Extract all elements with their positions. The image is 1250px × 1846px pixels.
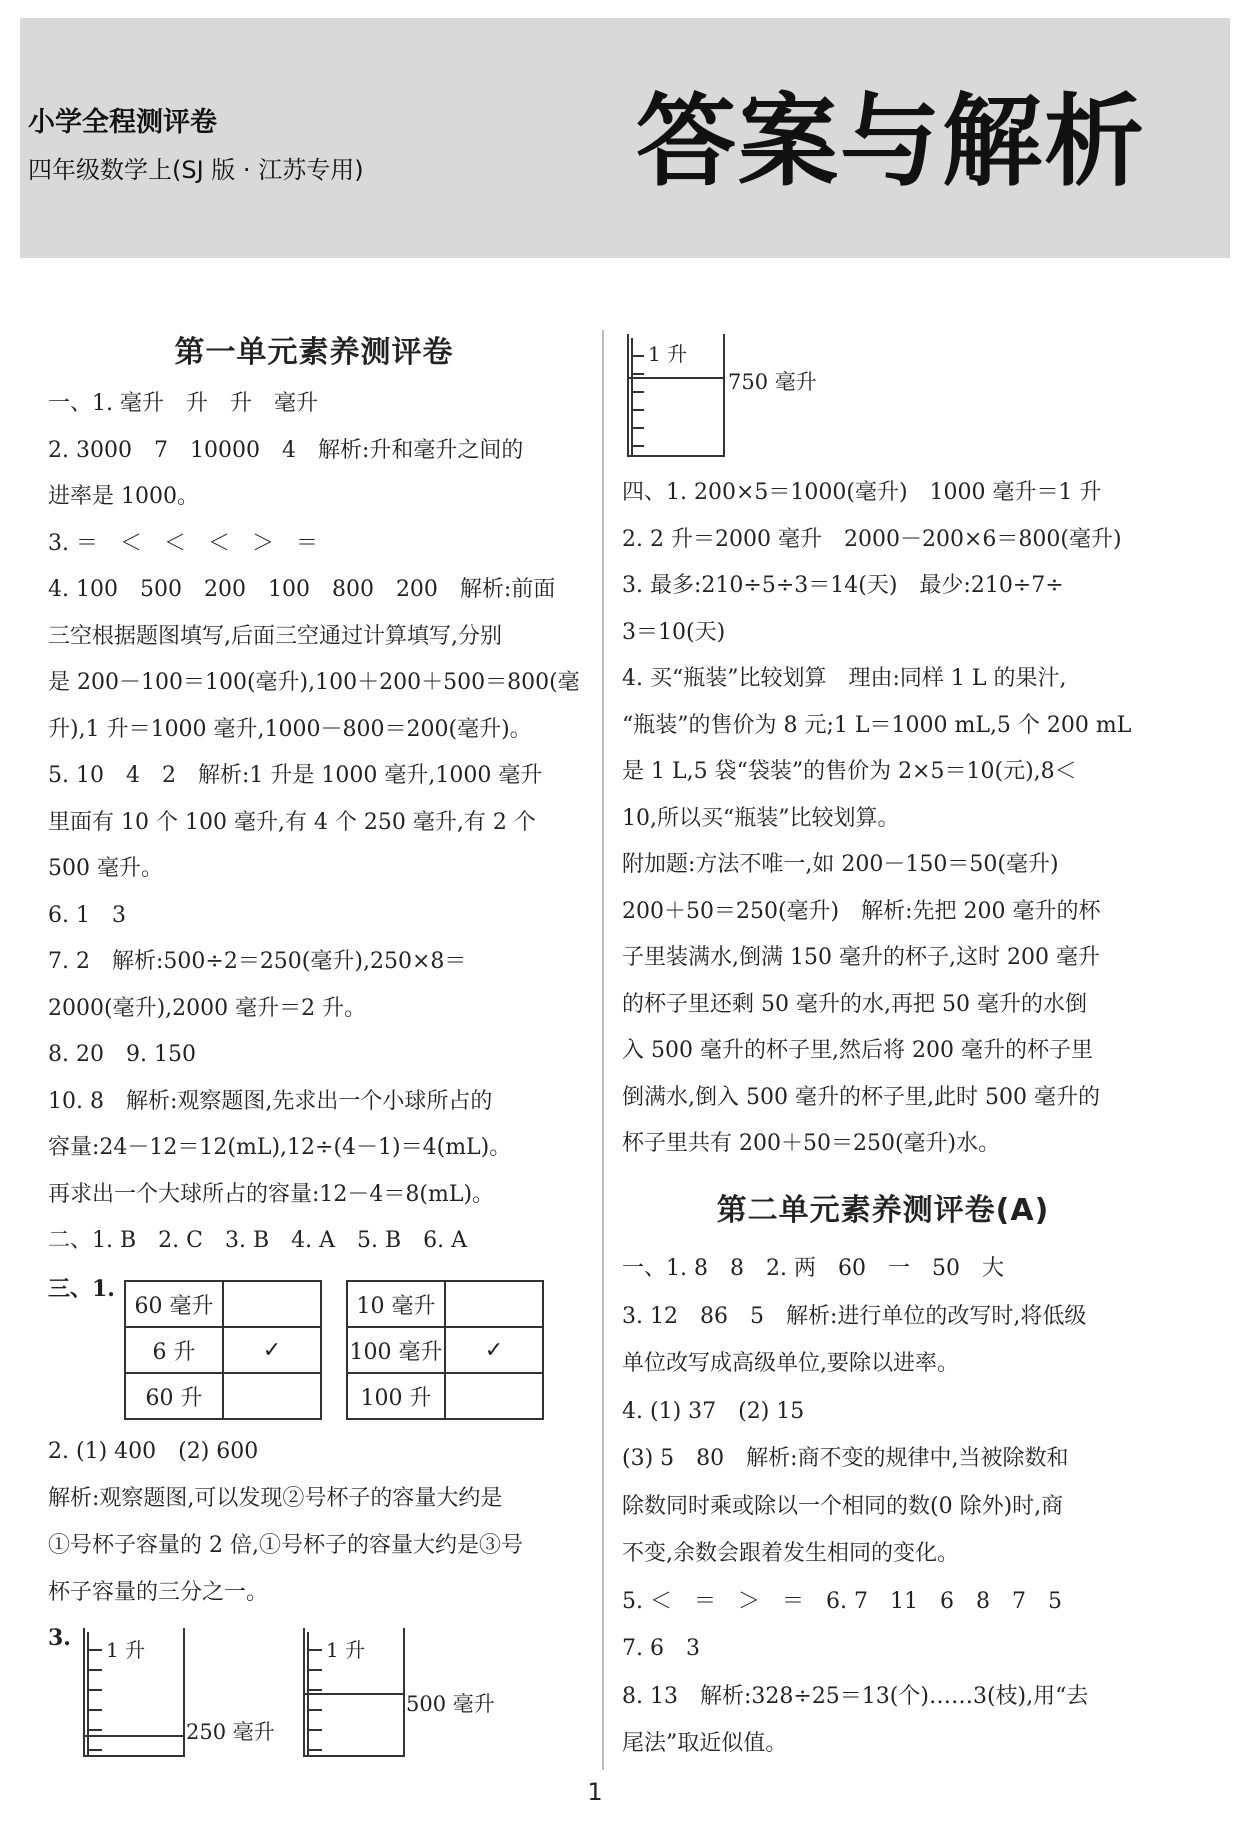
check-mark: ✓: [445, 1327, 543, 1373]
beaker-level-label: 500 毫升: [406, 1692, 495, 1716]
answer-line: 4. 100 500 200 100 800 200 解析:前面: [48, 577, 556, 602]
answer-line: 6. 1 3: [48, 902, 126, 928]
beaker-level-label: 250 毫升: [186, 1720, 275, 1744]
answer-line: 8. 20 9. 150: [48, 1042, 196, 1067]
answer-line: 是 200－100＝100(毫升),100＋200＋500＝800(毫: [48, 670, 580, 695]
page-number: 1: [587, 1778, 603, 1806]
answer-line: 子里装满水,倒满 150 毫升的杯子,这时 200 毫升: [622, 945, 1100, 970]
beaker-top-label: 1 升: [106, 1638, 146, 1662]
answer-line: 3. 12 86 5 解析:进行单位的改写时,将低级: [622, 1303, 1087, 1329]
table-cell: [445, 1281, 543, 1327]
answer-line: 杯子容量的三分之一。: [48, 1580, 269, 1605]
answer-line: 4. 买“瓶装”比较划算 理由:同样 1 L 的果汁,: [622, 666, 1067, 691]
answer-table-1: [124, 1280, 322, 1420]
q3-label: 三、1.: [48, 1276, 115, 1302]
left-answers-2: [48, 1428, 580, 1616]
unit1-answers: [48, 381, 580, 1265]
answer-line: 3. 最多:210÷5÷3＝14(天) 最少:210÷7÷: [622, 573, 1064, 598]
answer-line: 5. ＜ ＝ ＞ ＝ 6. 7 11 6 8 7 5: [622, 1588, 1062, 1614]
q3b-label: 3.: [48, 1625, 71, 1651]
beaker-top-label: 1 升: [326, 1638, 366, 1662]
answer-line: 的杯子里还剩 50 毫升的水,再把 50 毫升的水倒: [622, 991, 1087, 1017]
answer-line: 入 500 毫升的杯子里,然后将 200 毫升的杯子里: [622, 1038, 1093, 1063]
answer-line: 解析:观察题图,可以发现②号杯子的容量大约是: [48, 1486, 503, 1511]
right-column: [622, 470, 1144, 1168]
table-cell: 100 毫升: [347, 1327, 445, 1373]
table-cell: 6 升: [125, 1327, 223, 1373]
answer-line: ①号杯子容量的 2 倍,①号杯子的容量大约是③号: [48, 1533, 523, 1558]
answer-line: 倒满水,倒入 500 毫升的杯子里,此时 500 毫升的: [622, 1084, 1100, 1110]
answer-line: 2000(毫升),2000 毫升＝2 升。: [48, 995, 367, 1021]
answer-line: 2. 2 升＝2000 毫升 2000－200×6＝800(毫升): [622, 526, 1122, 552]
left-column: [48, 325, 580, 1265]
page-title: 答案与解析: [636, 83, 1146, 200]
answer-line: 二、1. B 2. C 3. B 4. A 5. B 6. A: [48, 1228, 468, 1253]
beaker-top-label: 1 升: [648, 342, 688, 366]
answer-line: 2. 3000 7 10000 4 解析:升和毫升之间的: [48, 437, 524, 463]
answer-line: 是 1 L,5 袋“袋装”的售价为 2×5＝10(元),8＜: [622, 759, 1077, 784]
table-cell: [223, 1281, 321, 1327]
answer-line: 500 毫升。: [48, 856, 163, 881]
table-cell: 60 毫升: [125, 1281, 223, 1327]
answer-line: 一、1. 毫升 升 升 毫升: [48, 391, 318, 416]
column-divider: [602, 330, 604, 1770]
answer-line: 三空根据题图填写,后面三空通过计算填写,分别: [48, 623, 502, 649]
unit2-title: 第二单元素养测评卷(A): [716, 1193, 1050, 1228]
table-cell: 10 毫升: [347, 1281, 445, 1327]
answer-line: 容量:24－12＝12(mL),12÷(4－1)＝4(mL)。: [48, 1135, 512, 1160]
table-cell: 100 升: [347, 1373, 445, 1419]
answer-line: 不变,余数会跟着发生相同的变化。: [622, 1541, 959, 1566]
series-title: 小学全程测评卷: [28, 107, 217, 138]
check-mark: ✓: [223, 1327, 321, 1373]
answer-line: 里面有 10 个 100 毫升,有 4 个 250 毫升,有 2 个: [48, 809, 536, 835]
answer-line: 5. 10 4 2 解析:1 升是 1000 毫升,1000 毫升: [48, 763, 543, 788]
answer-line: 再求出一个大球所占的容量:12－4＝8(mL)。: [48, 1181, 495, 1207]
answer-line: 进率是 1000。: [48, 484, 199, 509]
answer-line: 2. (1) 400 (2) 600: [48, 1439, 259, 1464]
table-cell: 60 升: [125, 1373, 223, 1419]
book-subtitle: 四年级数学上(SJ 版 · 江苏专用): [28, 156, 364, 184]
answer-table-2: [346, 1280, 544, 1420]
answer-line: (3) 5 80 解析:商不变的规律中,当被除数和: [622, 1446, 1069, 1471]
answer-line: 除数同时乘或除以一个相同的数(0 除外)时,商: [622, 1493, 1064, 1519]
answer-line: 3. ＝ ＜ ＜ ＜ ＞ ＝: [48, 530, 318, 556]
unit1-title: 第一单元素养测评卷: [174, 335, 454, 370]
answer-line: 尾法”取近似值。: [622, 1731, 788, 1756]
unit2-answers: [622, 1245, 1144, 1768]
answer-line: 7. 6 3: [622, 1636, 700, 1661]
answer-line: 7. 2 解析:500÷2＝250(毫升),250×8＝: [48, 949, 467, 974]
table-cell: [445, 1373, 543, 1419]
answer-line: 杯子里共有 200＋50＝250(毫升)水。: [622, 1131, 1001, 1156]
answer-line: 10. 8 解析:观察题图,先求出一个小球所占的: [48, 1088, 493, 1114]
answer-line: 单位改写成高级单位,要除以进率。: [622, 1351, 959, 1376]
answer-line: 8. 13 解析:328÷25＝13(个)……3(枝),用“去: [622, 1683, 1089, 1709]
answer-line: 四、1. 200×5＝1000(毫升) 1000 毫升＝1 升: [622, 480, 1102, 505]
answer-line: 10,所以买“瓶装”比较划算。: [622, 805, 900, 831]
answer-line: 4. (1) 37 (2) 15: [622, 1398, 805, 1424]
answer-line: 升),1 升＝1000 毫升,1000－800＝200(毫升)。: [48, 716, 532, 742]
table-cell: [223, 1373, 321, 1419]
answer-line: 附加题:方法不唯一,如 200－150＝50(毫升): [622, 852, 1059, 877]
answer-line: 一、1. 8 8 2. 两 60 一 50 大: [622, 1256, 1004, 1281]
beaker-level-label: 750 毫升: [728, 370, 817, 394]
answer-line: “瓶装”的售价为 8 元;1 L＝1000 mL,5 个 200 mL: [622, 712, 1132, 738]
answer-line: 200＋50＝250(毫升) 解析:先把 200 毫升的杯: [622, 898, 1101, 924]
answer-line: 3＝10(天): [622, 619, 726, 645]
